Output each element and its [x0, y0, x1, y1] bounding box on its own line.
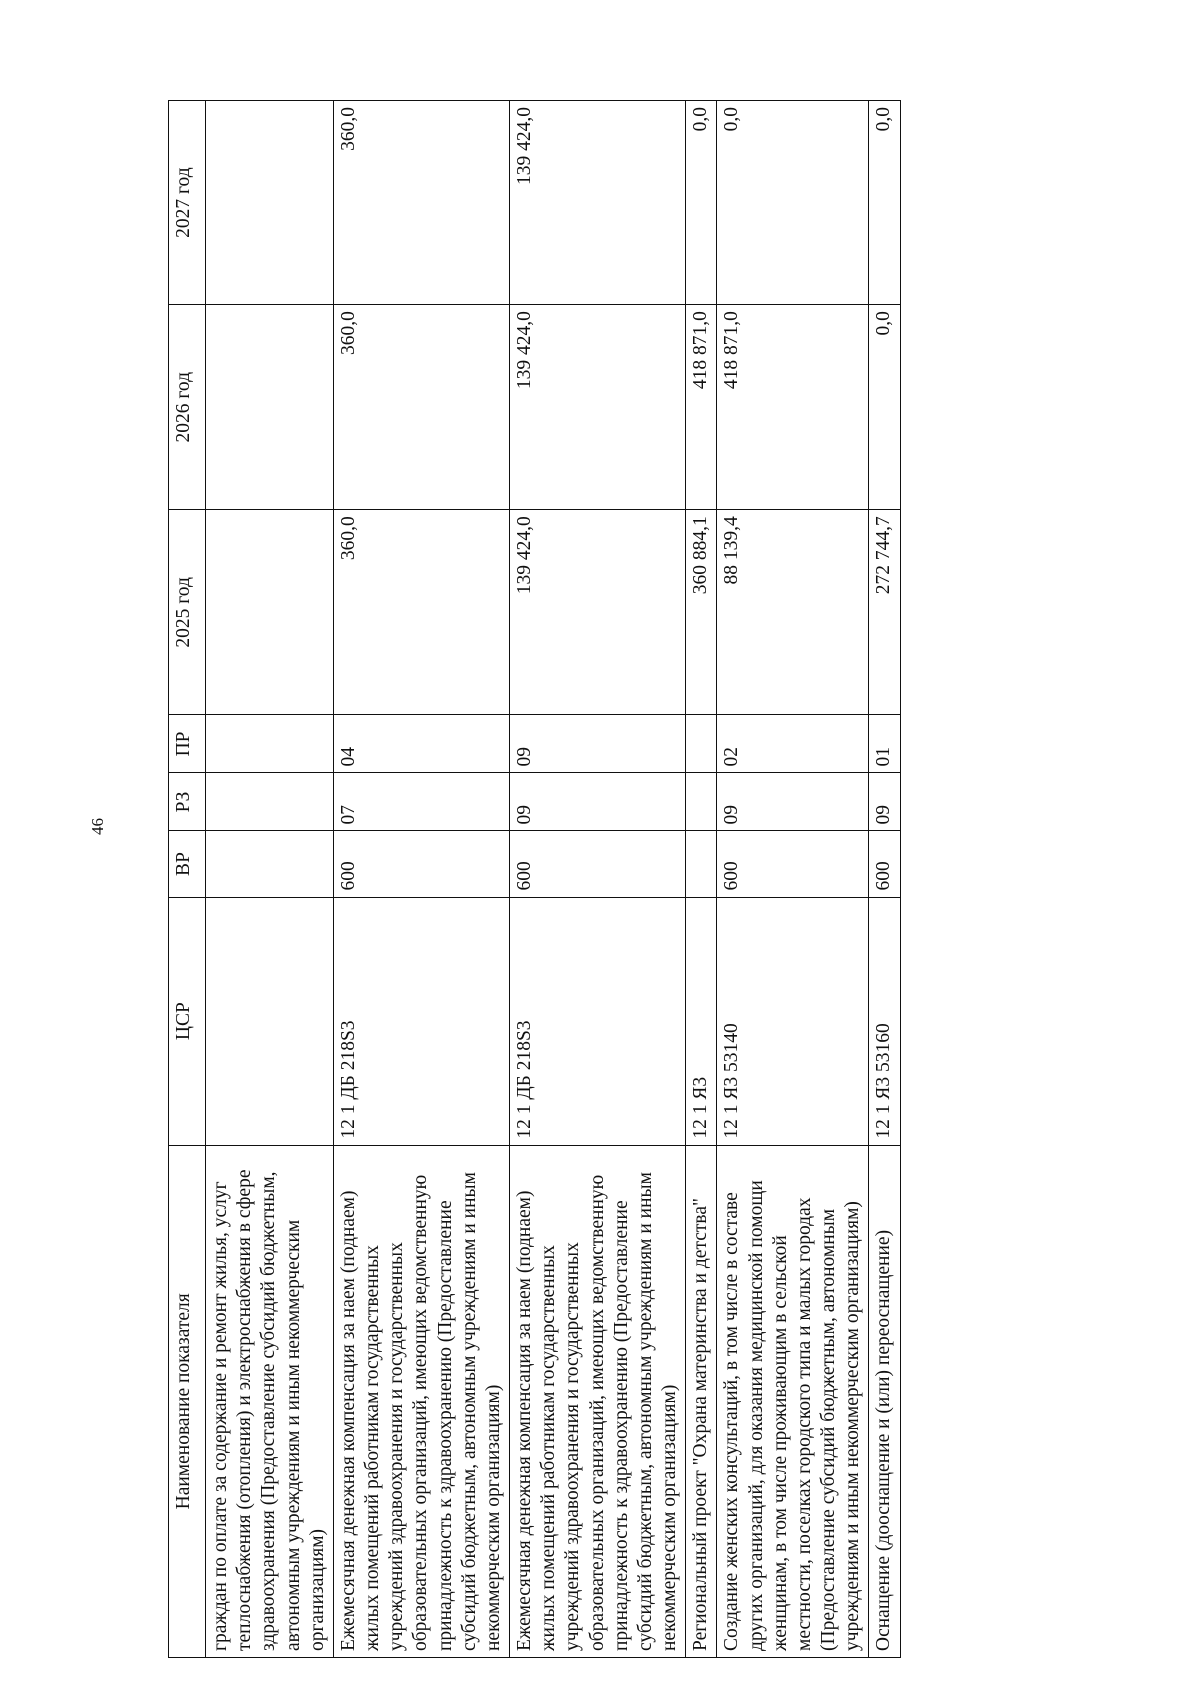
header-2026: 2026 год — [169, 305, 206, 510]
table-row — [333, 101, 509, 1658]
row-2025: 88 139,4 — [717, 510, 869, 715]
row-2026: 0,0 — [869, 305, 900, 510]
row-2027: 0,0 — [869, 101, 900, 305]
row-rz: 09 — [869, 773, 900, 831]
row-csr — [206, 897, 334, 1145]
table-row — [510, 101, 686, 1658]
table-row — [869, 101, 900, 1658]
row-vr: 600 — [510, 831, 686, 897]
row-rz — [686, 773, 717, 831]
row-pr: 04 — [333, 715, 509, 773]
table-row — [717, 101, 869, 1658]
row-rz: 09 — [510, 773, 686, 831]
row-2026: 360,0 — [333, 305, 509, 510]
rotated-page-content — [168, 100, 1128, 1658]
row-csr: 12 1 ДБ 218S3 — [510, 897, 686, 1145]
row-2026 — [206, 305, 334, 510]
row-csr: 12 1 Я3 — [686, 897, 717, 1145]
row-vr — [686, 831, 717, 897]
row-pr: 02 — [717, 715, 869, 773]
row-csr: 12 1 Я3 53160 — [869, 897, 900, 1145]
row-2026: 139 424,0 — [510, 305, 686, 510]
row-csr: 12 1 ДБ 218S3 — [333, 897, 509, 1145]
row-csr: 12 1 Я3 53140 — [717, 897, 869, 1145]
header-name: Наименование показателя — [169, 1145, 206, 1657]
row-2027: 360,0 — [333, 101, 509, 305]
row-pr — [206, 715, 334, 773]
header-csr: ЦСР — [169, 897, 206, 1145]
header-2027: 2027 год — [169, 101, 206, 305]
header-pr: ПР — [169, 715, 206, 773]
row-vr: 600 — [333, 831, 509, 897]
header-rz: РЗ — [169, 773, 206, 831]
row-2027: 0,0 — [717, 101, 869, 305]
row-vr: 600 — [717, 831, 869, 897]
table-row — [686, 101, 717, 1658]
row-2027: 0,0 — [686, 101, 717, 305]
row-vr: 600 — [869, 831, 900, 897]
header-vr: ВР — [169, 831, 206, 897]
row-pr: 09 — [510, 715, 686, 773]
row-rz — [206, 773, 334, 831]
row-name: Оснащение (дооснащение и (или) переоснащение) — [869, 1145, 900, 1657]
row-vr — [206, 831, 334, 897]
row-2025: 360,0 — [333, 510, 509, 715]
row-2027 — [206, 101, 334, 305]
budget-table — [168, 100, 901, 1658]
row-name: Региональный проект "Охрана материнства и детства" — [686, 1145, 717, 1657]
row-name: Ежемесячная денежная компенсация за наем (поднаем) жилых помещений работникам государственных учреждений здравоохранения и государственных образовательных организаций, имеющих ведомственную принадлежность к здравоохранению (Предоставление субсидий бюджетным, автономным учреждениям и иным некоммерческим организациям) — [510, 1145, 686, 1657]
row-name: граждан по оплате за содержание и ремонт жилья, услуг теплоснабжения (отопления) и электроснабжения в сфере здравоохранения (Предоставление субсидий бюджетным, автономным учреждениям и иным некоммерческим организациям) — [206, 1145, 334, 1657]
row-name: Создание женских консультаций, в том числе в составе других организаций, для оказания медицинской помощи женщинам, в том числе проживающим в сельской местности, поселках городского типа и малых городах (Предоставление субсидий бюджетным, автономным учреждениям и иным некоммерческим организациям) — [717, 1145, 869, 1657]
page-number: 46 — [88, 818, 107, 835]
row-pr: 01 — [869, 715, 900, 773]
row-2027: 139 424,0 — [510, 101, 686, 305]
row-rz: 09 — [717, 773, 869, 831]
row-2025 — [206, 510, 334, 715]
table-row — [206, 101, 334, 1658]
row-pr — [686, 715, 717, 773]
row-2026: 418 871,0 — [686, 305, 717, 510]
row-name: Ежемесячная денежная компенсация за наем (поднаем) жилых помещений работникам государственных учреждений здравоохранения и государственных образовательных организаций, имеющих ведомственную принадлежность к здравоохранению (Предоставление субсидий бюджетным, автономным учреждениям и иным некоммерческим организациям) — [333, 1145, 509, 1657]
header-2025: 2025 год — [169, 510, 206, 715]
row-2026: 418 871,0 — [717, 305, 869, 510]
row-2025: 360 884,1 — [686, 510, 717, 715]
row-2025: 272 744,7 — [869, 510, 900, 715]
table-header-row — [169, 101, 206, 1658]
row-rz: 07 — [333, 773, 509, 831]
row-2025: 139 424,0 — [510, 510, 686, 715]
